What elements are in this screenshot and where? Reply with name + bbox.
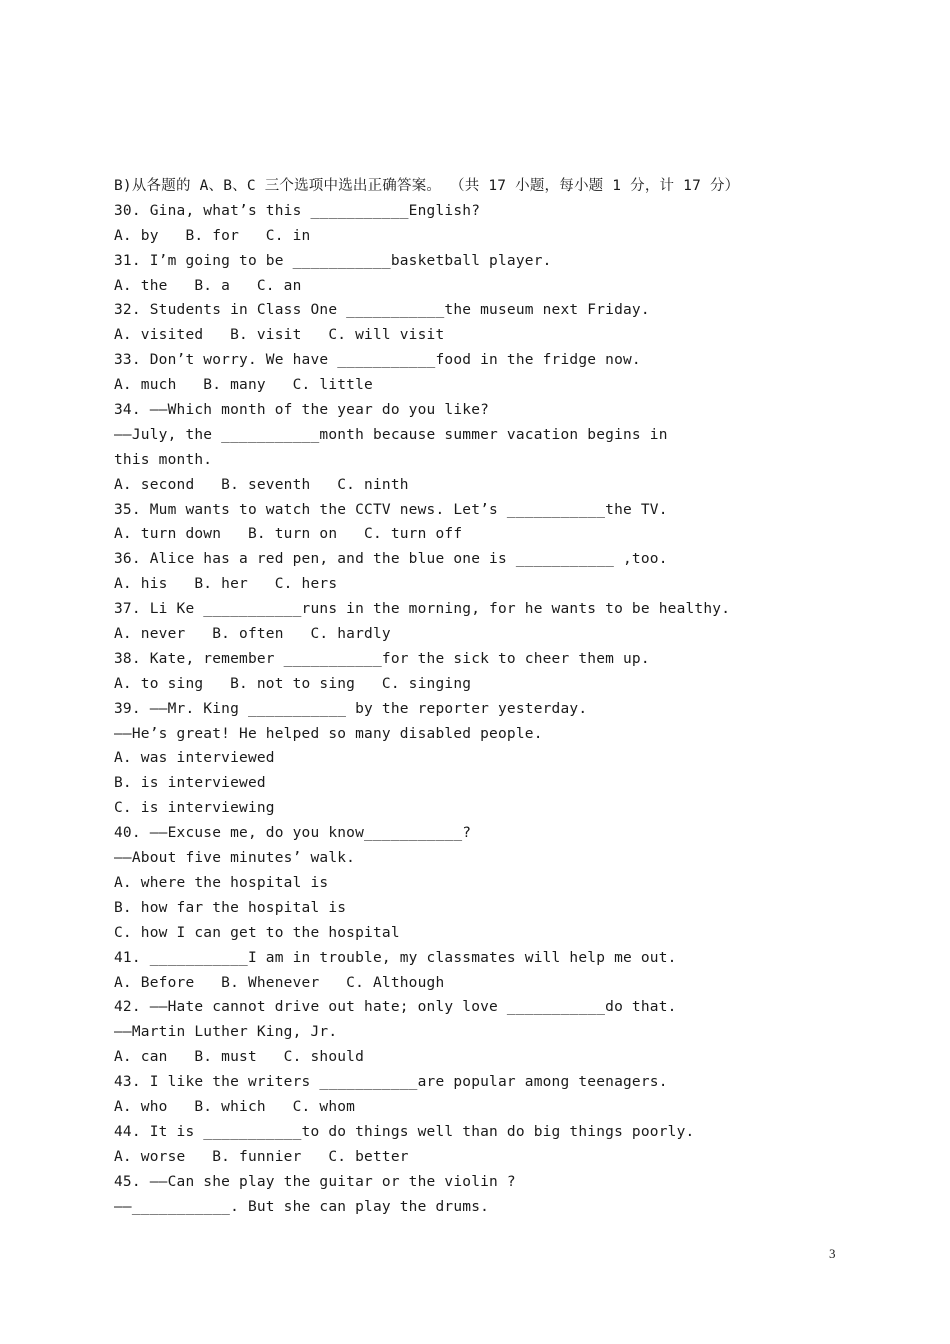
section-instruction: B)从各题的 A、B、C 三个选项中选出正确答案。 （共 17 小题，每小题 1 分，计 17 分） <box>114 178 740 194</box>
option-line: B. how far the hospital is <box>114 899 347 916</box>
dialogue-line: ——___________. But she can play the drums. <box>114 1198 490 1215</box>
question-line: 37. Li Ke ___________runs in the morning, for he wants to be healthy. <box>114 601 731 618</box>
option-line: A. was interviewed <box>114 750 275 767</box>
question-line: 35. Mum wants to watch the CCTV news. Let’s ___________the TV. <box>114 501 668 518</box>
options-line: A. visited B. visit C. will visit <box>114 327 445 344</box>
options-line: A. the B. a C. an <box>114 277 302 294</box>
options-line: A. worse B. funnier C. better <box>114 1148 409 1165</box>
question-line: 42. ——Hate cannot drive out hate; only love ___________do that. <box>114 999 677 1016</box>
options-line: A. can B. must C. should <box>114 1049 365 1066</box>
options-line: A. never B. often C. hardly <box>114 626 391 643</box>
question-line: 33. Don’t worry. We have ___________food in the fridge now. <box>114 352 641 369</box>
options-line: A. turn down B. turn on C. turn off <box>114 526 463 543</box>
question-line: 32. Students in Class One ___________the museum next Friday. <box>114 302 650 319</box>
options-line: A. much B. many C. little <box>114 377 373 394</box>
question-line: 40. ——Excuse me, do you know___________? <box>114 825 472 842</box>
options-line: A. his B. her C. hers <box>114 576 338 593</box>
dialogue-line: ——July, the ___________month because summer vacation begins in <box>114 426 668 443</box>
option-line: A. where the hospital is <box>114 874 329 891</box>
option-line: C. is interviewing <box>114 800 275 817</box>
option-line: B. is interviewed <box>114 775 266 792</box>
options-line: A. to sing B. not to sing C. singing <box>114 675 472 692</box>
question-line: 31. I’m going to be ___________basketball player. <box>114 252 552 269</box>
options-line: A. Before B. Whenever C. Although <box>114 974 445 991</box>
question-list <box>114 174 814 1219</box>
question-line: 39. ——Mr. King ___________ by the reporter yesterday. <box>114 700 588 717</box>
option-line: C. how I can get to the hospital <box>114 924 400 941</box>
options-line: A. second B. seventh C. ninth <box>114 476 409 493</box>
question-line: 38. Kate, remember ___________for the sick to cheer them up. <box>114 650 650 667</box>
question-line: 36. Alice has a red pen, and the blue one is ___________ ,too. <box>114 551 668 568</box>
dialogue-line: this month. <box>114 451 213 468</box>
options-line: A. by B. for C. in <box>114 227 311 244</box>
question-line: 34. ——Which month of the year do you like? <box>114 402 490 419</box>
page-number: 3 <box>829 1246 836 1261</box>
dialogue-line: ——He’s great! He helped so many disabled people. <box>114 725 543 742</box>
question-line: 45. ——Can she play the guitar or the violin ? <box>114 1173 516 1190</box>
question-line: 43. I like the writers ___________are popular among teenagers. <box>114 1074 668 1091</box>
question-line: 30. Gina, what’s this ___________English? <box>114 202 481 219</box>
question-line: 41. ___________I am in trouble, my classmates will help me out. <box>114 949 677 966</box>
dialogue-line: ——Martin Luther King, Jr. <box>114 1024 338 1041</box>
options-line: A. who B. which C. whom <box>114 1098 356 1115</box>
question-line: 44. It is ___________to do things well than do big things poorly. <box>114 1123 695 1140</box>
dialogue-line: ——About five minutes’ walk. <box>114 850 356 867</box>
